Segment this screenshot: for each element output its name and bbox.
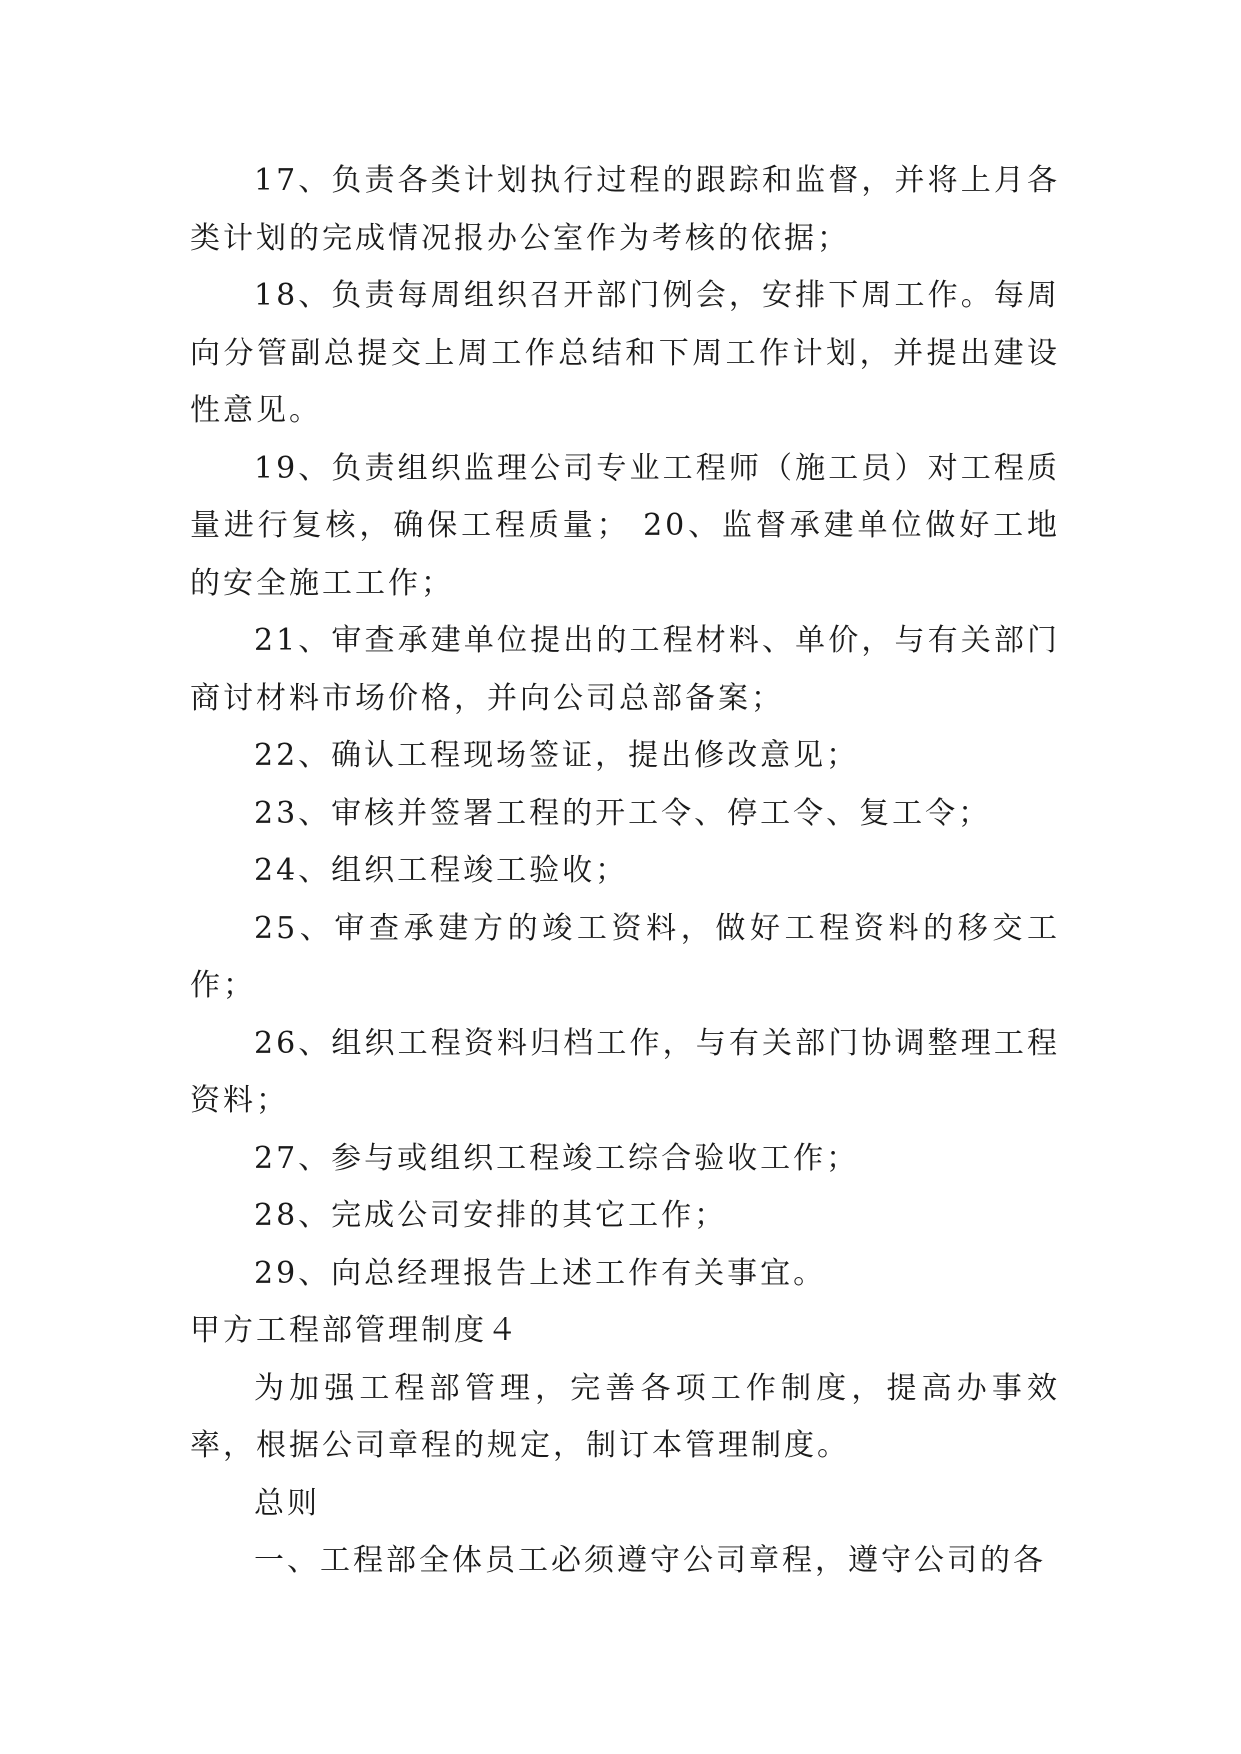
article-1-paragraph: 一、工程部全体员工必须遵守公司章程，遵守公司的各 bbox=[254, 1543, 1046, 1578]
paragraph-item-23: 23、审核并签署工程的开工令、停工令、复工令； bbox=[254, 795, 992, 831]
intro-paragraph: 为加强工程部管理，完善各项工作制度，提高办事效率，根据公司章程的规定，制订本管理制度。 bbox=[190, 1370, 1060, 1463]
paragraph-item-21: 21、审查承建单位提出的工程材料、单价，与有关部门商讨材料市场价格，并向公司总部备案； bbox=[190, 623, 1060, 716]
paragraph-item-17: 17、负责各类计划执行过程的跟踪和监督，并将上月各类计划的完成情况报办公室作为考核的依据； bbox=[190, 163, 1060, 256]
paragraph-item-25: 25、审查承建方的竣工资料，做好工程资料的移交工作； bbox=[190, 910, 1060, 1003]
section-title: 甲方工程部管理制度４ bbox=[190, 1313, 520, 1348]
paragraph-item-27: 27、参与或组织工程竣工综合验收工作； bbox=[254, 1140, 860, 1176]
paragraph-item-28: 28、完成公司安排的其它工作； bbox=[254, 1198, 728, 1233]
paragraph-item-29: 29、向总经理报告上述工作有关事宜。 bbox=[254, 1255, 827, 1291]
paragraph-item-22: 22、确认工程现场签证，提出修改意见； bbox=[254, 738, 860, 773]
general-heading: 总则 bbox=[254, 1485, 320, 1521]
paragraph-item-26: 26、组织工程资料归档工作，与有关部门协调整理工程资料； bbox=[190, 1025, 1060, 1118]
document-page bbox=[190, 152, 1060, 1590]
paragraph-item-18: 18、负责每周组织召开部门例会，安排下周工作。每周向分管副总提交上周工作总结和下周工作计划，并提出建设性意见。 bbox=[190, 278, 1060, 428]
paragraph-item-24: 24、组织工程竣工验收； bbox=[254, 853, 629, 888]
paragraph-item-19-20: 19、负责组织监理公司专业工程师（施工员）对工程质量进行复核，确保工程质量； 20、监督承建单位做好工地的安全施工工作； bbox=[190, 450, 1060, 601]
